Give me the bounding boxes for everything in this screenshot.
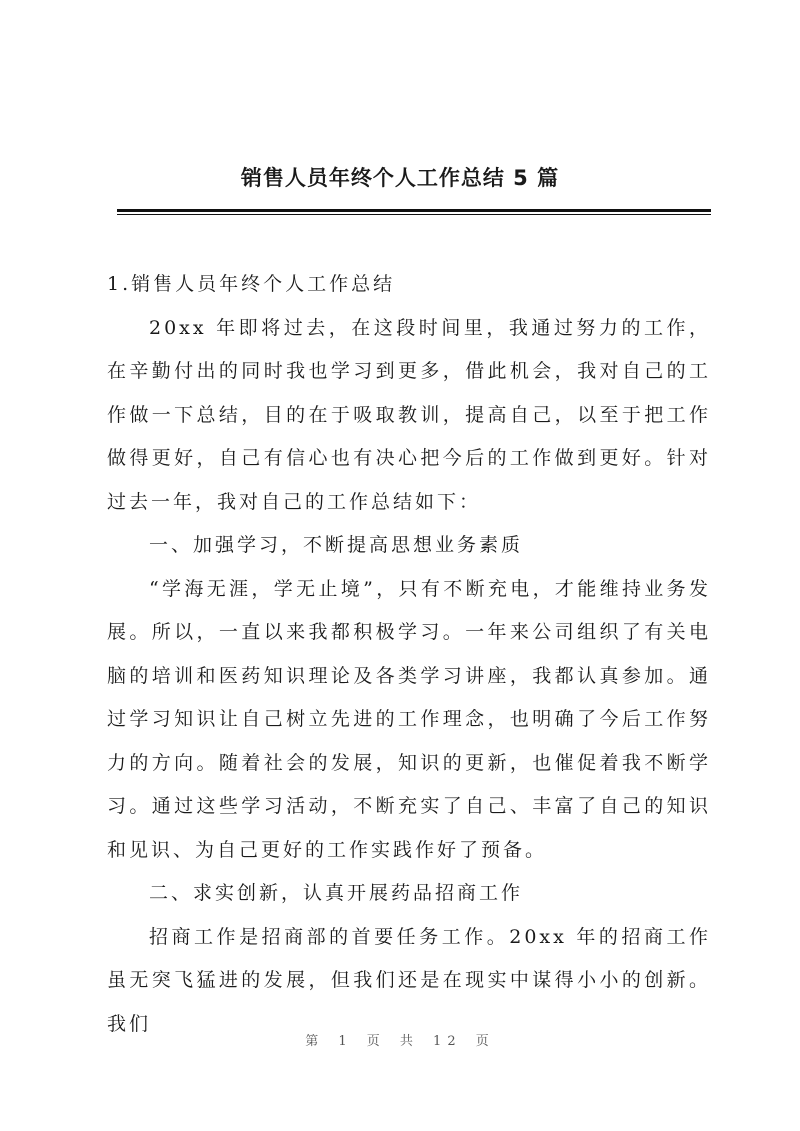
study-paragraph: “学海无涯，学无止境”，只有不断充电，才能维持业务发展。所以，一直以来我都积极学习。一年来公司组织了有关电脑的培训和医药知识理论及各类学习讲座，我都认真参加。通过学习知识让自己树立先进的工作理念，也明确了今后工作努力的方向。随着社会的发展，知识的更新，也催促着我不断学习。通过这些学习活动，不断充实了自己、丰富了自己的知识和见识、为自己更好的工作实践作好了预备。 — [107, 577, 711, 861]
section-heading: 1.销售人员年终个人工作总结 — [107, 273, 396, 295]
document-body — [107, 263, 711, 1046]
subheading-innovation: 二、求实创新，认真开展药品招商工作 — [149, 882, 524, 904]
subheading-study: 一、加强学习，不断提高思想业务素质 — [149, 534, 524, 556]
page-number: 第 1 页 共 12 页 — [305, 1034, 495, 1049]
document-title: 销售人员年终个人工作总结 5 篇 — [240, 166, 560, 190]
title-divider — [117, 209, 711, 215]
innovation-paragraph: 招商工作是招商部的首要任务工作。20xx 年的招商工作虽无突飞猛进的发展，但我们还是在现实中谋得小小的创新。我们 — [107, 925, 711, 1035]
intro-paragraph: 20xx 年即将过去，在这段时间里，我通过努力的工作，在辛勤付出的同时我也学习到更多，借此机会，我对自己的工作做一下总结，目的在于吸取教训，提高自己，以至于把工作做得更好，自己有信心也有决心把今后的工作做到更好。针对过去一年，我对自己的工作总结如下： — [107, 316, 711, 513]
